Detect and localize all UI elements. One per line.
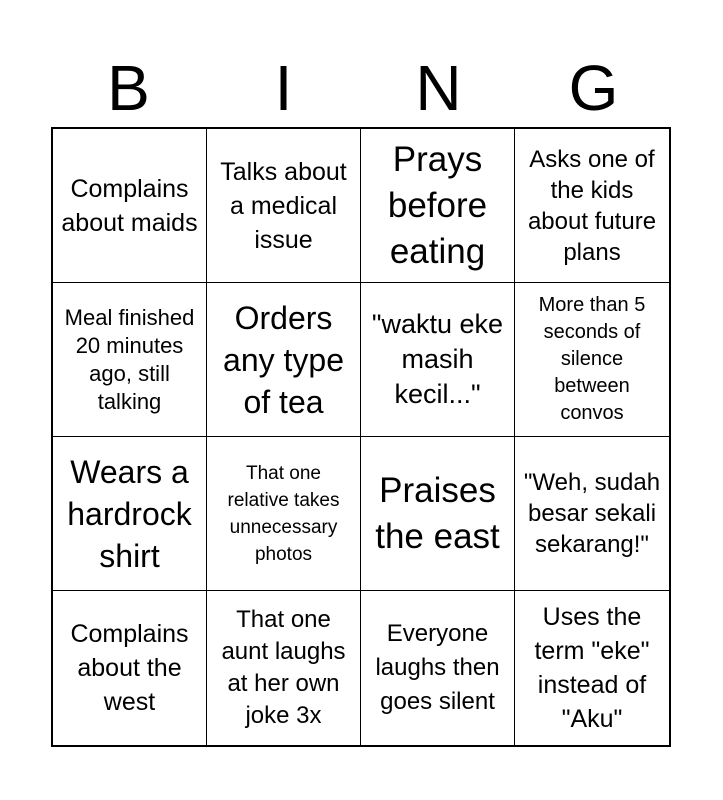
bingo-cell[interactable] bbox=[515, 437, 669, 591]
cell-text: Orders any type of tea bbox=[223, 299, 344, 420]
bingo-cell[interactable] bbox=[53, 283, 207, 437]
cell-text: Talks about a medical issue bbox=[220, 157, 347, 254]
cell-text: That one aunt laughs at her own joke 3x bbox=[221, 606, 346, 729]
cell-text: "Weh, sudah besar sekali sekarang!" bbox=[523, 469, 661, 558]
cell-text: Complains about the west bbox=[70, 620, 189, 716]
bingo-cell[interactable] bbox=[207, 129, 361, 283]
header-letter-g: G bbox=[568, 52, 619, 124]
cell-text: "waktu eke masih kecil..." bbox=[371, 309, 504, 409]
bingo-cell[interactable] bbox=[207, 591, 361, 745]
header-letter-n: N bbox=[415, 52, 462, 124]
cell-text: That one relative takes unnecessary photos bbox=[227, 462, 340, 565]
bingo-cell[interactable] bbox=[207, 437, 361, 591]
cell-text: Prays before eating bbox=[387, 139, 488, 271]
bingo-cell[interactable] bbox=[53, 129, 207, 283]
cell-text: Everyone laughs then goes silent bbox=[375, 620, 500, 715]
cell-text: More than 5 seconds of silence between convos bbox=[538, 294, 646, 424]
bingo-board bbox=[51, 127, 671, 747]
cell-text: Uses the term "eke" instead of "Aku" bbox=[534, 603, 650, 733]
bingo-cell[interactable] bbox=[207, 283, 361, 437]
header-letter-b: B bbox=[107, 52, 150, 124]
cell-text: Meal finished 20 minutes ago, still talking bbox=[64, 304, 195, 414]
bingo-cell[interactable] bbox=[53, 437, 207, 591]
cell-text: Asks one of the kids about future plans bbox=[527, 145, 657, 266]
bingo-cell[interactable] bbox=[361, 129, 515, 283]
bingo-header bbox=[51, 52, 671, 124]
bingo-cell[interactable] bbox=[515, 129, 669, 283]
bingo-cell[interactable] bbox=[515, 591, 669, 745]
bingo-cell[interactable] bbox=[361, 283, 515, 437]
cell-text: Praises the east bbox=[375, 470, 500, 556]
header-letter-i: I bbox=[274, 52, 293, 124]
bingo-cell[interactable] bbox=[53, 591, 207, 745]
bingo-cell[interactable] bbox=[361, 437, 515, 591]
bingo-cell[interactable] bbox=[515, 283, 669, 437]
cell-text: Wears a hardrock shirt bbox=[67, 453, 192, 574]
cell-text: Complains about maids bbox=[61, 174, 198, 237]
bingo-cell[interactable] bbox=[361, 591, 515, 745]
